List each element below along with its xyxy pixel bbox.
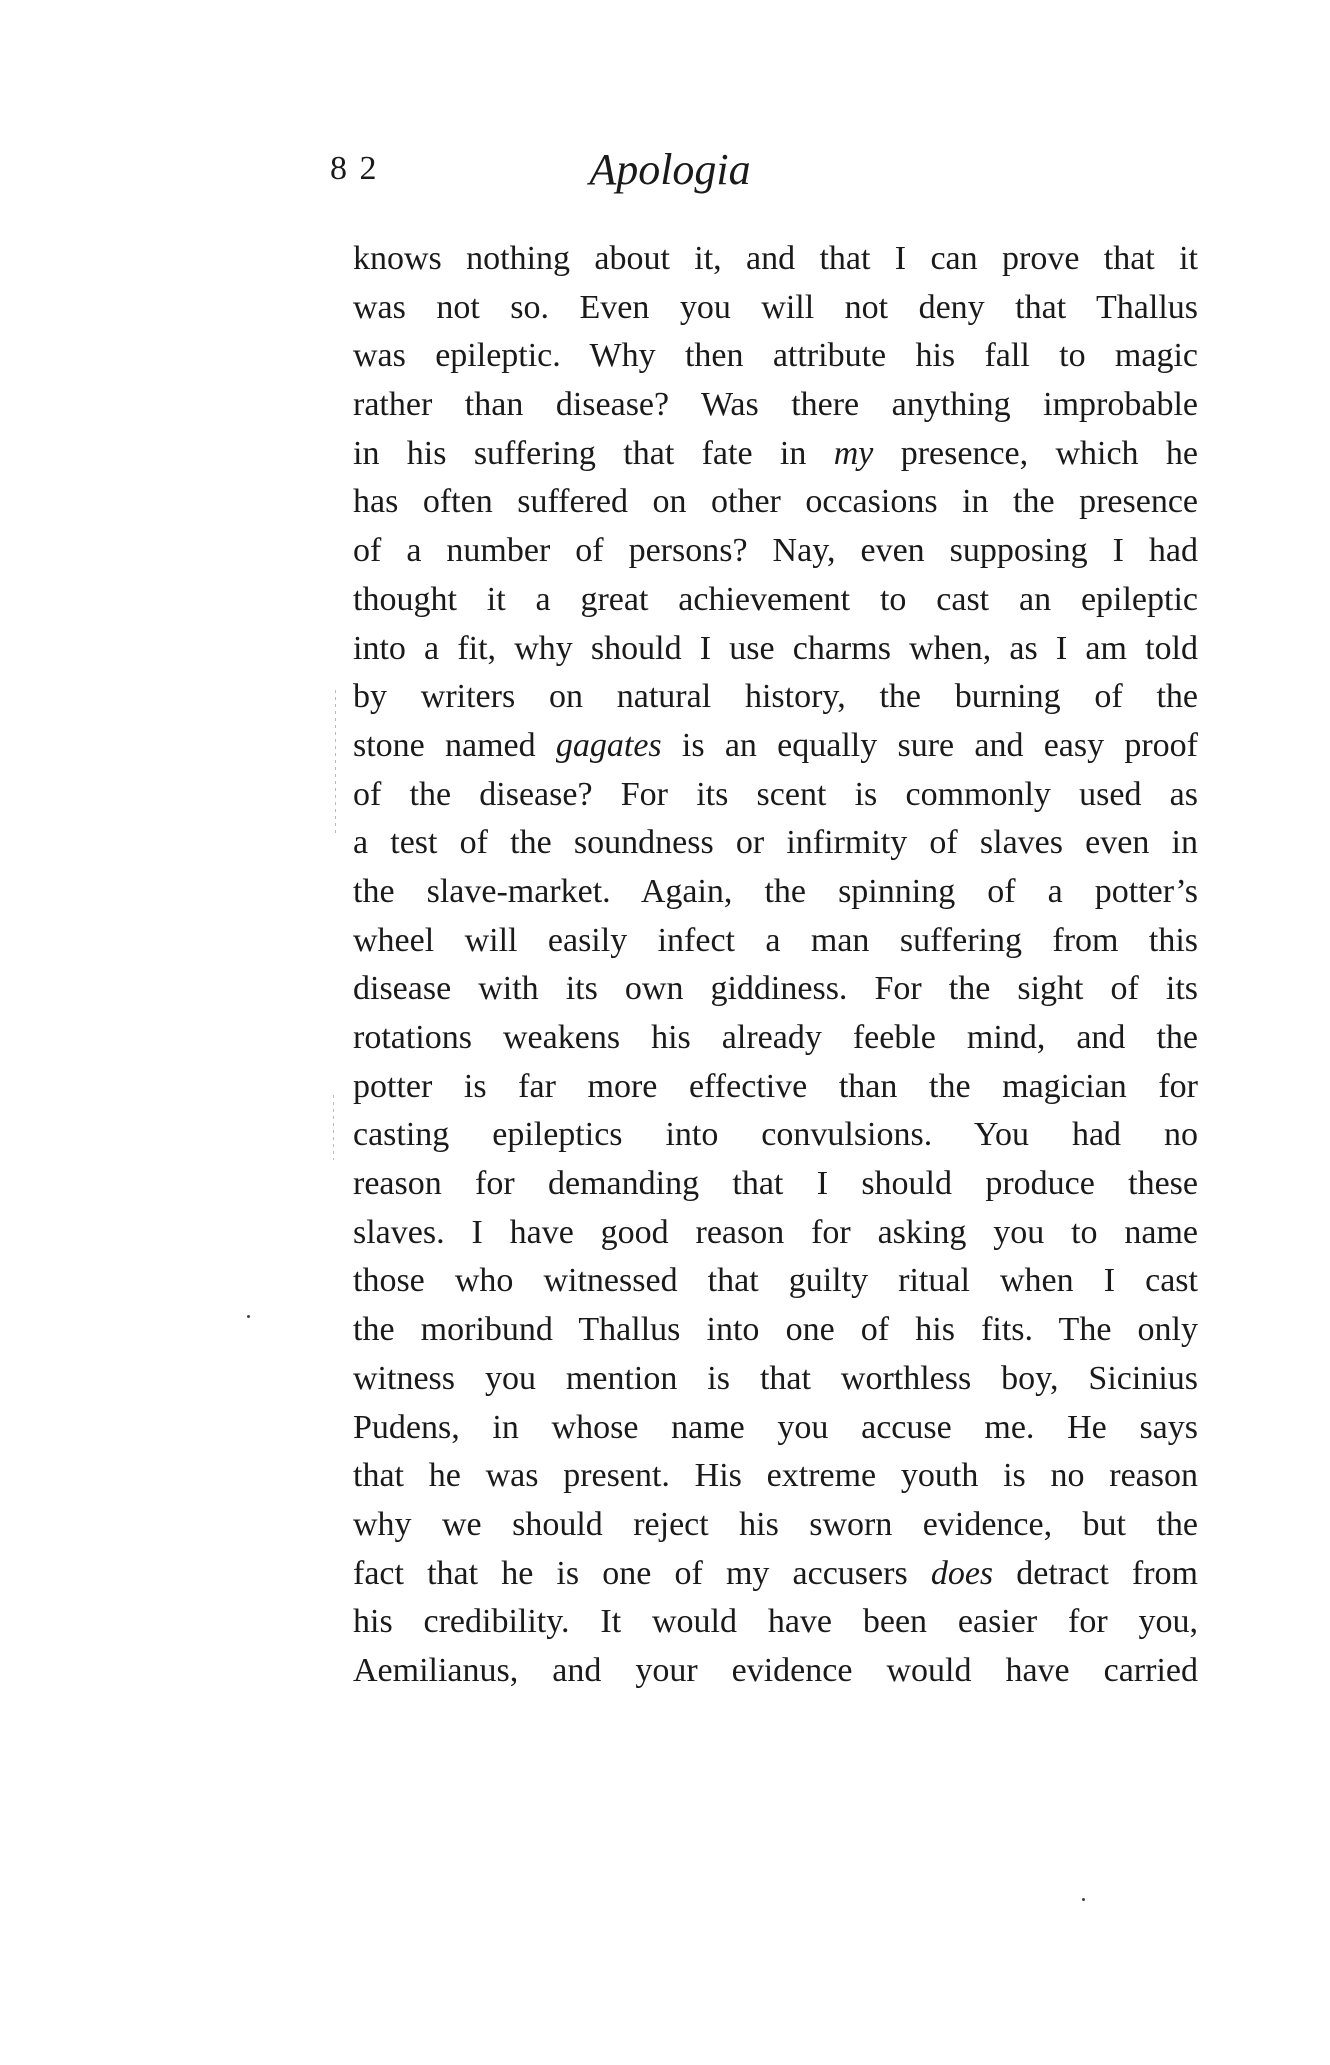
running-title: Apologia	[589, 145, 751, 194]
text-segment: rotations weakens his already feeble mind, and the	[353, 1019, 1198, 1056]
text-segment: why we should reject his sworn evidence, but the	[353, 1505, 1198, 1543]
text-line	[353, 284, 1198, 333]
text-segment: wheel will easily infect a man suffering from this	[353, 921, 1198, 959]
text-line	[353, 1257, 1198, 1306]
text-line	[353, 625, 1198, 674]
text-segment: slaves. I have good reason for asking you to name	[353, 1213, 1198, 1251]
text-line	[353, 965, 1198, 1014]
text-line	[353, 1063, 1198, 1112]
ink-speck	[1082, 1898, 1085, 1901]
text-segment: was not so. Even you will not deny that Thallus	[353, 288, 1198, 326]
text-line	[353, 917, 1198, 966]
text-segment: his credibility. It would have been easier for you,	[353, 1603, 1198, 1641]
text-segment: that he was present. His extreme youth is no reason	[353, 1457, 1198, 1495]
text-segment: potter is far more effective than the magician for	[353, 1067, 1198, 1105]
text-line	[353, 819, 1198, 868]
text-line	[353, 235, 1198, 284]
italic-text: gagates	[555, 726, 662, 764]
text-segment: a test of the soundness or infirmity of slaves even in	[353, 824, 1198, 862]
text-line	[353, 576, 1198, 625]
text-line	[353, 332, 1198, 381]
text-segment: presence, which he	[873, 434, 1198, 472]
text-segment: rather than disease? Was there anything improbable	[353, 386, 1198, 424]
text-line	[353, 527, 1198, 576]
text-line	[353, 1111, 1198, 1160]
text-segment: witness you mention is that worthless boy, Sicinius	[353, 1359, 1198, 1397]
text-segment: disease with its own giddiness. For the sight of its	[353, 970, 1198, 1008]
text-segment: knows nothing about it, and that I can prove that it	[353, 240, 1198, 277]
italic-text: my	[833, 434, 874, 472]
text-segment: of the disease? For its scent is commonly used as	[353, 775, 1198, 813]
ink-speck	[247, 1315, 250, 1318]
margin-mark	[335, 690, 336, 835]
italic-text: does	[930, 1554, 994, 1592]
text-segment: fact that he is one of my accusers	[353, 1554, 931, 1592]
text-line	[353, 1014, 1198, 1063]
text-segment: reason for demanding that I should produce these	[353, 1165, 1198, 1203]
text-segment: of a number of persons? Nay, even supposing I had	[353, 532, 1198, 570]
body-text	[353, 235, 1198, 1696]
text-line	[353, 430, 1198, 479]
text-segment: stone named	[353, 726, 556, 764]
text-line	[353, 1404, 1198, 1453]
text-line	[353, 478, 1198, 527]
text-line	[353, 771, 1198, 820]
text-segment: Pudens, in whose name you accuse me. He says	[353, 1408, 1198, 1446]
text-line	[353, 1598, 1198, 1647]
text-segment: the moribund Thallus into one of his fits. The only	[353, 1311, 1198, 1349]
text-line	[353, 1355, 1198, 1404]
text-line	[353, 1160, 1198, 1209]
text-line	[353, 1209, 1198, 1258]
text-line	[353, 381, 1198, 430]
text-line	[353, 1501, 1198, 1550]
text-segment: thought it a great achievement to cast an epileptic	[353, 580, 1198, 618]
text-line	[353, 722, 1198, 771]
text-line	[353, 1647, 1198, 1696]
text-segment: the slave-market. Again, the spinning of a potter’s	[353, 872, 1198, 910]
text-segment: by writers on natural history, the burning of the	[353, 678, 1198, 716]
text-segment: casting epileptics into convulsions. You had no	[353, 1116, 1198, 1154]
text-segment: those who witnessed that guilty ritual when I cast	[353, 1262, 1198, 1300]
text-segment: into a fit, why should I use charms when, as I am told	[353, 629, 1198, 667]
text-line	[353, 1452, 1198, 1501]
text-line	[353, 1550, 1198, 1599]
text-segment: has often suffered on other occasions in the presence	[353, 483, 1198, 521]
text-segment: detract from	[993, 1554, 1198, 1592]
margin-mark	[333, 1095, 334, 1160]
text-line	[353, 673, 1198, 722]
text-line	[353, 1306, 1198, 1355]
text-segment: is an equally sure and easy proof	[661, 726, 1198, 764]
page-number: 8 2	[330, 150, 379, 187]
text-line	[353, 868, 1198, 917]
text-segment: in his suffering that fate in	[353, 434, 834, 472]
text-segment: was epileptic. Why then attribute his fall to magic	[353, 337, 1198, 375]
text-segment: Aemilianus, and your evidence would have carried	[353, 1651, 1198, 1689]
